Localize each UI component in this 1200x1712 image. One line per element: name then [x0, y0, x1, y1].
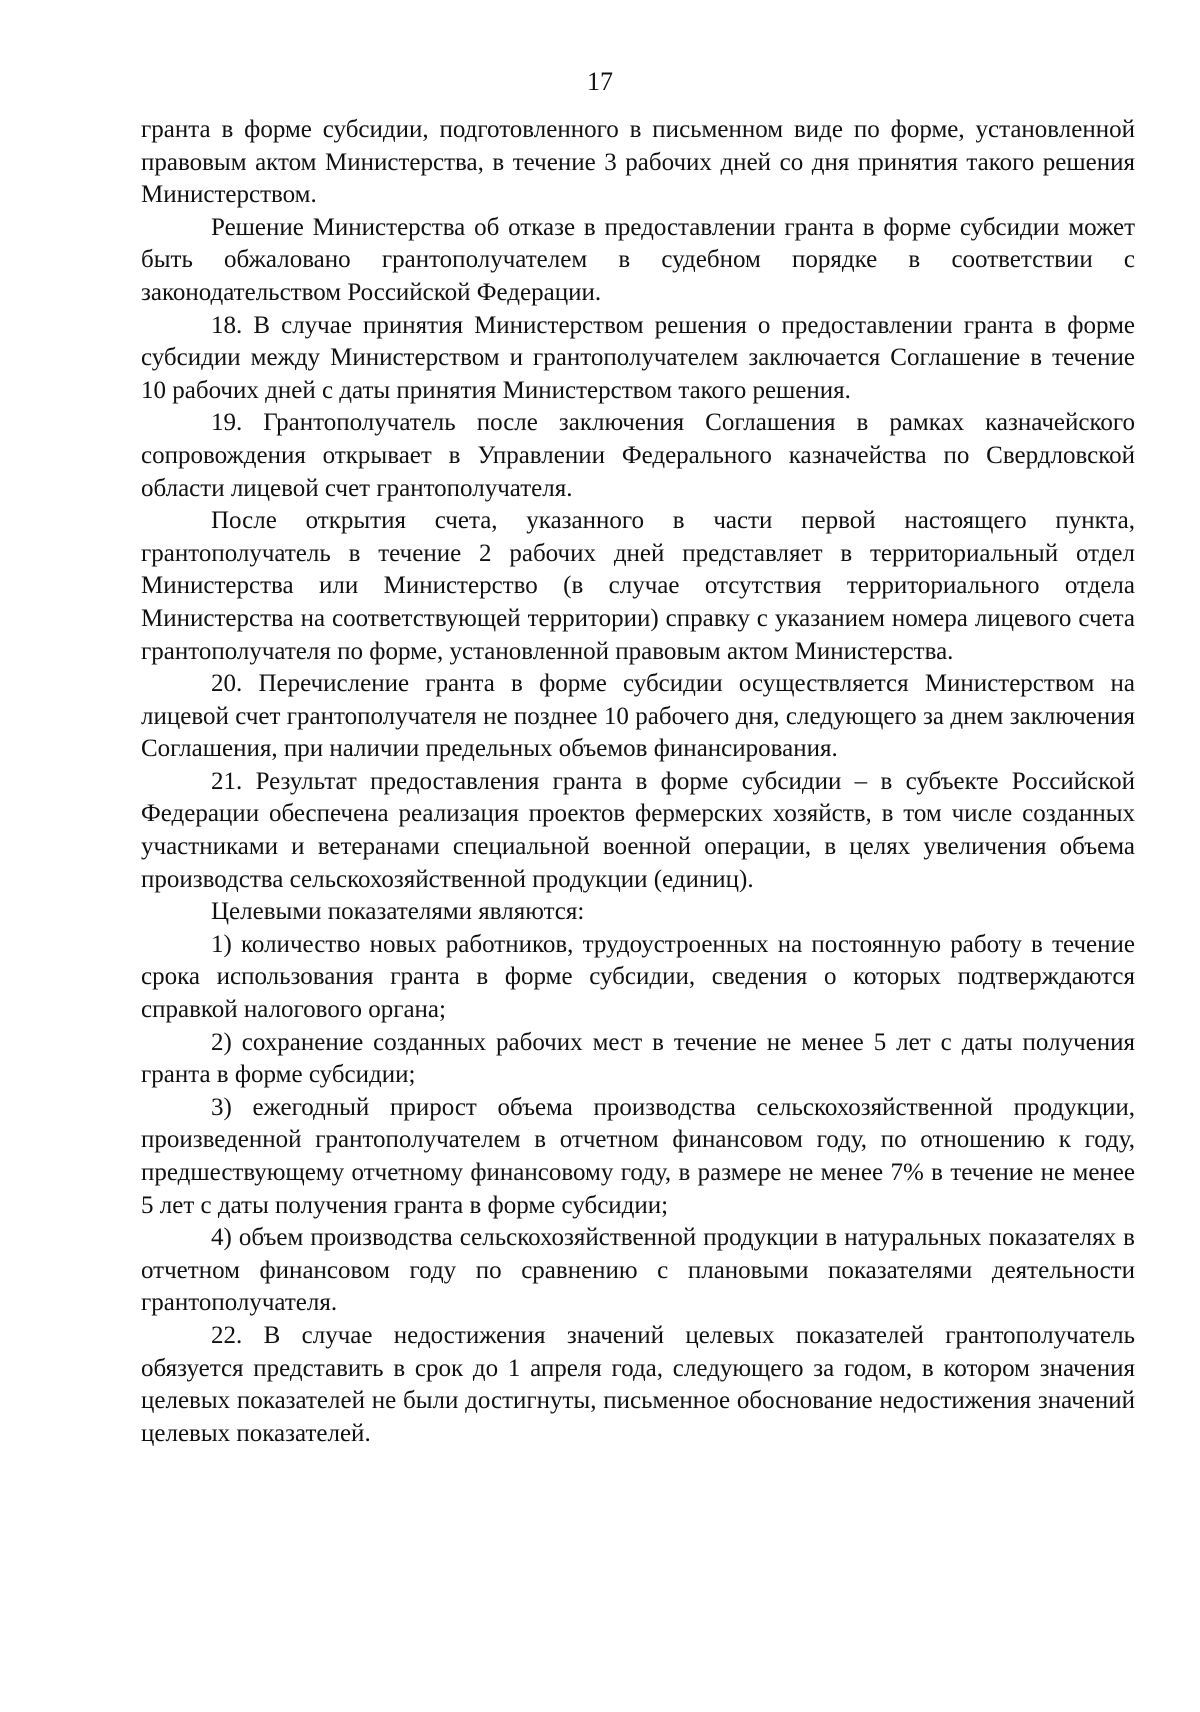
paragraph-20-transfer: 20. Перечисление гранта в форме субсидии осуществляется Министерством на лицевой счет грантополучателя не позднее 10 рабочего дня, следующего за днем заключения Соглашения, при наличии предельных объемов финансирования. [141, 670, 1135, 763]
paragraph-18-agreement: 18. В случае принятия Министерством решения о предоставлении гранта в форме субсидии между Министерством и грантополучателем заключается Соглашение в течение 10 рабочих дней с даты принятия Министерством такого решения. [141, 311, 1135, 404]
paragraph-target-indicators-intro: Целевыми показателями являются: [211, 898, 585, 926]
paragraph-account-certificate: После открытия счета, указанного в части первой настоящего пункта, грантополучатель в течение 2 рабочих дней представляет в территориальный отдел Министерства или Министерство (в случае отсутствия территориального отдела Министерства на соответствующей территории) справку с указанием номера лицевого счета грантополучателя по форме, установленной правовым актом Министерства. [141, 507, 1135, 665]
paragraph-21-result: 21. Результат предоставления гранта в форме субсидии – в субъекте Российской Федерации обеспечена реализация проектов фермерских хозяйств, в том числе созданных участниками и ветеранами специальной военной операции, в целях увеличения объема производства сельскохозяйственной продукции (единиц). [141, 767, 1135, 893]
paragraph-22-non-achievement: 22. В случае недостижения значений целевых показателей грантополучатель обязуется представить в срок до 1 апреля года, следующего за годом, в котором значения целевых показателей не были достигнуты, письменное обоснование недостижения значений целевых показателей. [141, 1321, 1135, 1447]
list-item-indicator-2: 2) сохранение созданных рабочих мест в течение не менее 5 лет с даты получения гранта в форме субсидии; [141, 1028, 1135, 1089]
paragraph-19-account-opening: 19. Грантополучатель после заключения Соглашения в рамках казначейского сопровождения открывает в Управлении Федерального казначейства по Свердловской области лицевой счет грантополучателя. [141, 409, 1135, 502]
page-number: 17 [587, 67, 613, 96]
list-item-indicator-3: 3) ежегодный прирост объема производства сельскохозяйственной продукции, произведенной грантополучателем в отчетном финансовом году, по отношению к году, предшествующему отчетному финансовому году, в размере не менее 7% в течение не менее 5 лет с даты получения гранта в форме субсидии; [141, 1093, 1135, 1219]
document-body [141, 114, 1135, 1450]
paragraph-refusal-appeal: Решение Министерства об отказе в предоставлении гранта в форме субсидии может быть обжаловано грантополучателем в судебном порядке в соответствии с законодательством Российской Федерации. [141, 213, 1135, 306]
list-item-indicator-4: 4) объем производства сельскохозяйственной продукции в натуральных показателях в отчетном финансовом году по сравнению с плановыми показателями деятельности грантополучателя. [141, 1224, 1135, 1317]
list-item-indicator-1: 1) количество новых работников, трудоустроенных на постоянную работу в течение срока использования гранта в форме субсидии, сведения о которых подтверждаются справкой налогового органа; [141, 930, 1135, 1024]
paragraph-grant-decision-continuation: гранта в форме субсидии, подготовленного в письменном виде по форме, установленной правовым актом Министерства, в течение 3 рабочих дней со дня принятия такого решения Министерством. [141, 116, 1135, 209]
